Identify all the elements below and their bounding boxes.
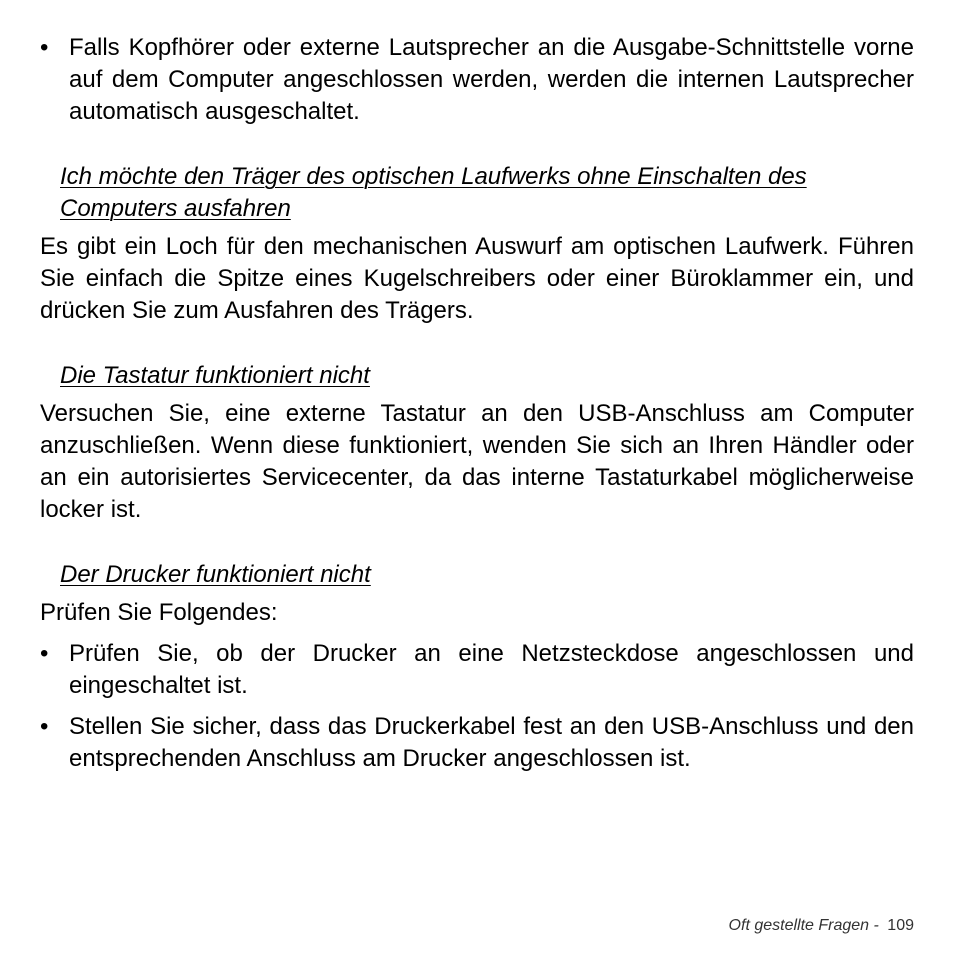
section-heading-optical-drive: Ich möchte den Träger des optischen Laufwerks ohne Einschalten des Computers ausfahren xyxy=(60,163,807,222)
document-page xyxy=(40,32,914,775)
page-footer xyxy=(729,917,914,935)
section-heading-keyboard: Die Tastatur funktioniert nicht xyxy=(60,362,370,389)
bullet-icon: • xyxy=(40,713,49,740)
list-item-text: Falls Kopfhörer oder externe Lautsprecher an die Ausgabe-Schnittstelle vorne auf dem Computer angeschlossen werden, werden die internen Lautsprecher automatisch ausgeschaltet. xyxy=(69,34,914,125)
bullet-icon: • xyxy=(40,34,49,61)
list-item xyxy=(40,711,914,775)
section-body-printer: Prüfen Sie Folgendes: xyxy=(40,599,278,626)
list-item xyxy=(40,32,914,128)
list-item-text: Stellen Sie sicher, dass das Druckerkabel fest an den USB-Anschluss und den entsprechenden Anschluss am Drucker angeschlossen ist. xyxy=(69,713,914,772)
list-item-text: Prüfen Sie, ob der Drucker an eine Netzsteckdose angeschlossen und eingeschaltet ist. xyxy=(69,640,914,699)
list-item xyxy=(40,638,914,702)
footer-label: Oft gestellte Fragen - xyxy=(728,917,879,934)
page-number: 109 xyxy=(887,917,914,934)
section-body-keyboard: Versuchen Sie, eine externe Tastatur an den USB-Anschluss am Computer anzuschließen. Wenn diese funktioniert, wenden Sie sich an Ihren Händler oder an ein autorisiertes Servicecenter, da das interne Tastaturkabel möglicherweise locker ist. xyxy=(40,400,914,523)
section-body-optical-drive: Es gibt ein Loch für den mechanischen Auswurf am optischen Laufwerk. Führen Sie einfach die Spitze eines Kugelschreibers oder einer Büroklammer ein, und drücken Sie zum Ausfahren des Trägers. xyxy=(40,233,914,324)
section-heading-printer: Der Drucker funktioniert nicht xyxy=(60,561,371,588)
bullet-icon: • xyxy=(40,640,49,667)
